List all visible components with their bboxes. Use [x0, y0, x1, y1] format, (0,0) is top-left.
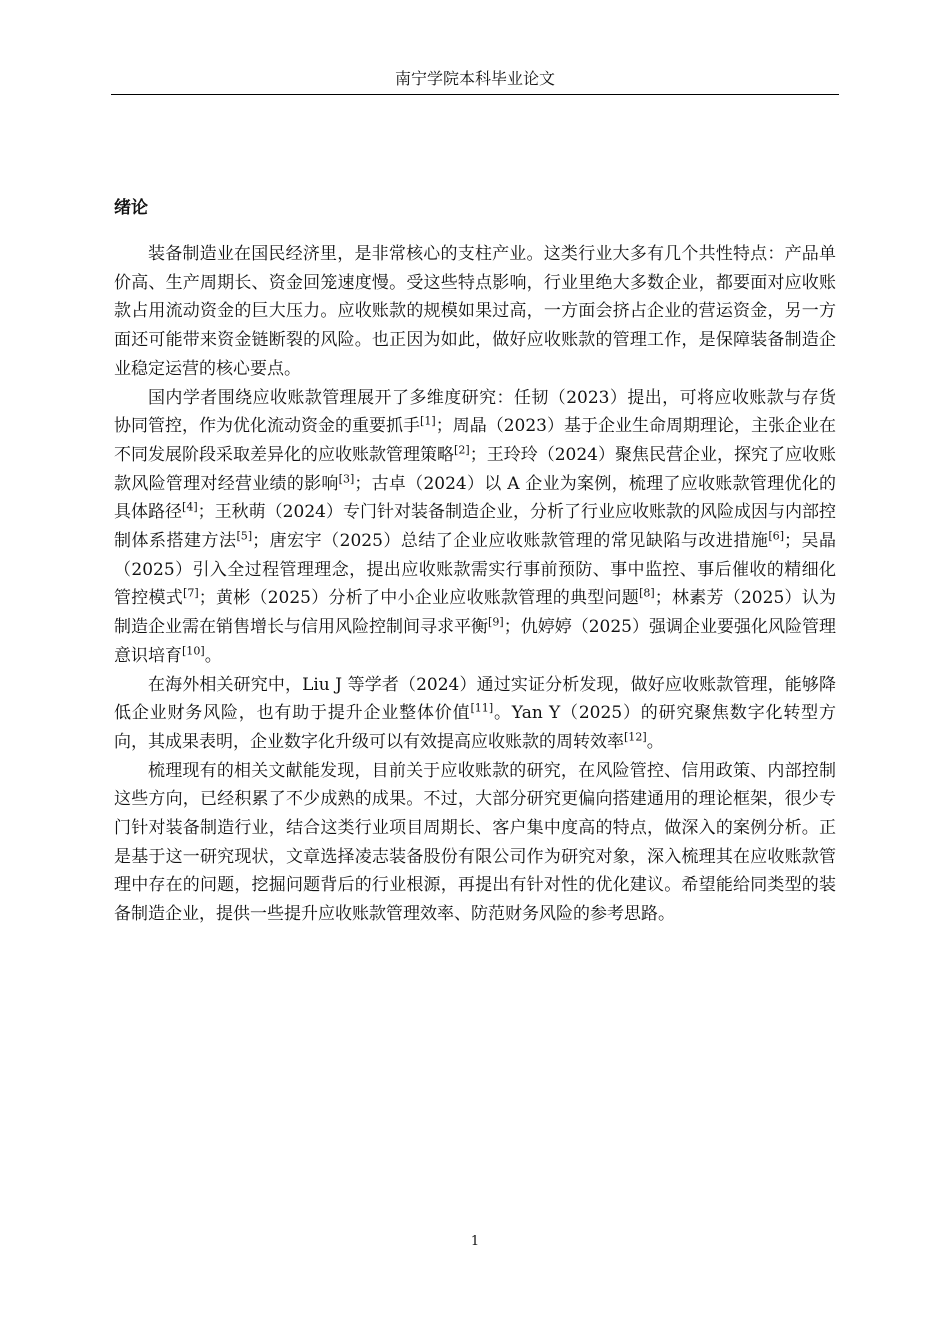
- paragraph-3: [114, 671, 836, 757]
- body-text: [114, 240, 836, 929]
- citation-mark: [10]: [182, 644, 205, 658]
- paragraph-2: [114, 384, 836, 671]
- citation-mark: [5]: [236, 529, 253, 543]
- citation-mark: [9]: [488, 615, 504, 629]
- citation-mark: [11]: [470, 701, 494, 715]
- paragraph-text: 。: [204, 645, 222, 666]
- citation-mark: [1]: [420, 414, 436, 428]
- citation-mark: [12]: [624, 730, 647, 744]
- paragraph-text: 装备制造业在国民经济里，是非常核心的支柱产业。这类行业大多有几个共性特点：产品单价高、生产周期长、资金回笼速度慢。受这些特点影响，行业里绝大多数企业，都要面对应收账款占用流动资金的巨大压力。应收账款的规模如果过高，一方面会挤占企业的营运资金，另一方面还可能带来资金链断裂的风险。也正因为如此，做好应收账款的管理工作，是保障装备制造企业稳定运营的核心要点。: [114, 244, 836, 379]
- paragraph-text: ；王玲玲（2024）聚焦民营企业，探究了应收账款风险管理对经营业绩的影响: [114, 444, 837, 494]
- paragraph-text: ；吴晶（2025）引入全过程管理理念，提出应收账款需实行事前预防、事中监控、事后催收的精细化管控模式: [114, 531, 837, 609]
- paragraph-4: [114, 757, 836, 929]
- citation-mark: [3]: [338, 471, 355, 485]
- paragraph-text: 在海外相关研究中，Liu J 等学者（2024）通过实证分析发现，做好应收账款管理，能够降低企业财务风险，也有助于提升企业整体价值: [114, 674, 836, 724]
- paragraph-text: ；周晶（2023）基于企业生命周期理论，主张企业在不同发展阶段采取差异化的应收账款管理策略: [114, 416, 837, 465]
- paragraph-text: ；仇婷婷（2025）强调企业要强化风险管理意识培育: [114, 617, 837, 666]
- page-number: 1: [470, 1234, 480, 1249]
- citation-mark: [7]: [183, 586, 199, 600]
- section-title: 绪论: [114, 198, 148, 218]
- paragraph-text: ；唐宏宇（2025）总结了企业应收账款管理的常见缺陷与改进措施: [252, 531, 769, 552]
- paragraph-text: ；古卓（2024）以 A 企业为案例，梳理了应收账款管理优化的具体路径: [114, 473, 836, 523]
- paragraph-text: ；黄彬（2025）分析了中小企业应收账款管理的典型问题: [198, 588, 640, 609]
- citation-mark: [8]: [639, 586, 655, 600]
- citation-mark: [4]: [182, 500, 198, 514]
- paragraph-1: [114, 240, 836, 384]
- paragraph-text: 。Yan Y（2025）的研究聚焦数字化转型方向，其成果表明，企业数字化升级可以有效提高应收账款的周转效率: [114, 703, 836, 752]
- paragraph-text: ；林素芳（2025）认为制造企业需在销售增长与信用风险控制间寻求平衡: [114, 588, 837, 638]
- paragraph-text: 。: [646, 731, 664, 752]
- paragraph-text: ；王秋萌（2024）专门针对装备制造企业，分析了行业应收账款的风险成因与内部控制体系搭建方法: [114, 502, 837, 552]
- paragraph-text: 梳理现有的相关文献能发现，目前关于应收账款的研究，在风险管控、信用政策、内部控制这些方向，已经积累了不少成熟的成果。不过，大部分研究更偏向搭建通用的理论框架，很少专门针对装备制造行业，结合这类行业项目周期长、客户集中度高的特点，做深入的案例分析。正是基于这一研究现状，文章选择凌志装备股份有限公司作为研究对象，深入梳理其在应收账款管理中存在的问题，挖掘问题背后的行业根源，再提出有针对性的优化建议。希望能给同类型的装备制造企业，提供一些提升应收账款管理效率、防范财务风险的参考思路。: [114, 760, 836, 925]
- header-rule: [111, 94, 839, 95]
- running-header: 南宁学院本科毕业论文: [394, 69, 555, 88]
- citation-mark: [2]: [454, 443, 470, 457]
- paragraph-text: 国内学者围绕应收账款管理展开了多维度研究：任韧（2023）提出，可将应收账款与存货协同管控，作为优化流动资金的重要抓手: [114, 387, 836, 437]
- citation-mark: [6]: [768, 529, 785, 543]
